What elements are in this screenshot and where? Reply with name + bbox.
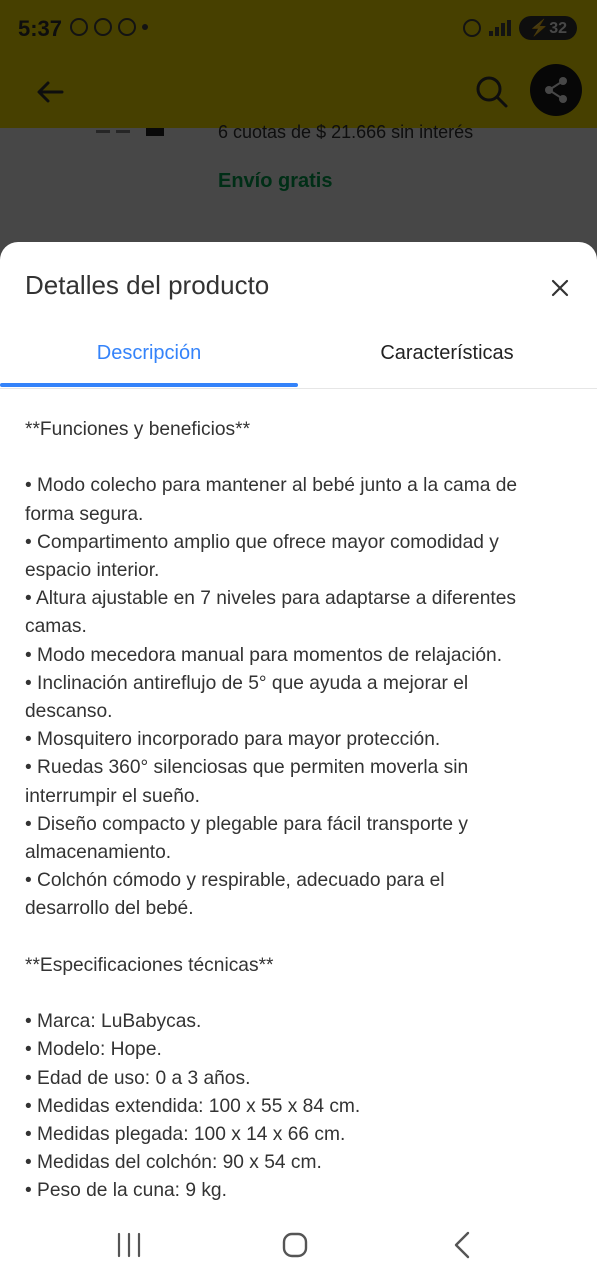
- description-line: **Funciones y beneficios**: [25, 419, 251, 440]
- recents-icon[interactable]: [112, 1228, 146, 1262]
- sheet-title: Detalles del producto: [25, 270, 270, 300]
- description-line: • Colchón cómodo y respirable, adecuado para el: [25, 870, 445, 892]
- description-line: • Peso de la cuna: 9 kg.: [25, 1180, 227, 1202]
- description-line: espacio interior.: [25, 560, 160, 581]
- product-description: [25, 416, 577, 1206]
- chevron-left-icon[interactable]: [446, 1228, 480, 1262]
- description-line: • Medidas del colchón: 90 x 54 cm.: [25, 1152, 322, 1174]
- tab-bar: [0, 328, 597, 389]
- description-line: • Marca: LuBabycas.: [25, 1011, 202, 1033]
- description-line: • Mosquitero incorporado para mayor protección.: [25, 729, 441, 751]
- product-details-sheet: [0, 242, 597, 1280]
- description-line: interrumpir el sueño.: [25, 785, 200, 807]
- description-line: desarrollo del bebé.: [25, 898, 194, 920]
- description-line: • Medidas extendida: 100 x 55 x 84 cm.: [25, 1095, 361, 1117]
- description-line: • Modo mecedora manual para momentos de relajación.: [25, 644, 503, 666]
- description-line: • Modelo: Hope.: [25, 1039, 162, 1061]
- description-line: • Ruedas 360° silenciosas que permiten moverla sin: [25, 757, 469, 779]
- description-line: • Diseño compacto y plegable para fácil transporte y: [25, 813, 468, 835]
- description-line: **Especificaciones técnicas**: [25, 954, 274, 976]
- description-line: camas.: [25, 616, 87, 638]
- description-line: • Inclinación antireflujo de 5° que ayuda a mejorar el: [25, 672, 469, 694]
- description-line: • Compartimento amplio que ofrece mayor comodidad y: [25, 531, 499, 553]
- close-icon[interactable]: [544, 272, 576, 304]
- description-line: • Altura ajustable en 7 niveles para adaptarse a diferentes: [25, 588, 516, 610]
- description-line: • Edad de uso: 0 a 3 años.: [25, 1067, 251, 1089]
- blank-line: [25, 444, 577, 472]
- blank-line: [25, 980, 577, 1008]
- system-navigation-bar: [0, 1210, 597, 1280]
- description-line: almacenamiento.: [25, 842, 172, 864]
- tab-caracteristicas[interactable]: Características: [380, 342, 514, 364]
- description-line: • Modo colecho para mantener al bebé junto a la cama de: [25, 475, 518, 497]
- blank-line: [25, 924, 577, 952]
- home-icon[interactable]: [278, 1228, 312, 1262]
- description-line: descanso.: [25, 701, 113, 723]
- active-tab-indicator: [0, 383, 298, 387]
- tab-descripcion[interactable]: Descripción: [96, 342, 202, 364]
- description-line: forma segura.: [25, 503, 144, 525]
- description-line: • Medidas plegada: 100 x 14 x 66 cm.: [25, 1124, 346, 1146]
